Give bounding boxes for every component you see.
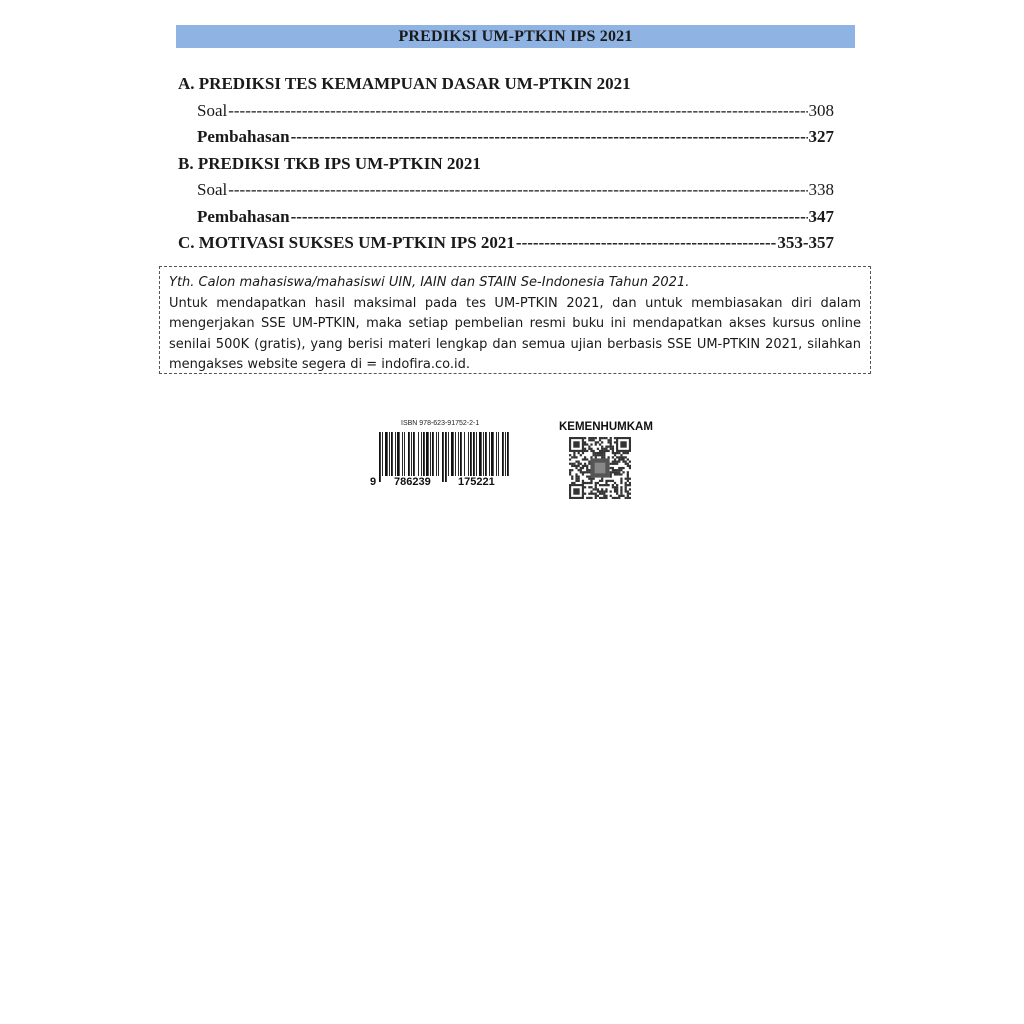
toc-leader-dots (228, 177, 807, 204)
page-title: PREDIKSI UM-PTKIN IPS 2021 (398, 28, 633, 45)
toc-entry-label: Pembahasan (197, 127, 290, 146)
toc-section-b-pembahasan (178, 204, 834, 231)
toc-entry-label: Soal (197, 180, 228, 199)
toc-page-number: 327 (808, 127, 834, 146)
toc-leader-dots (291, 204, 808, 231)
kemenhumkam-qr (556, 420, 656, 504)
toc-section-c (178, 230, 834, 257)
barcode-icon (378, 432, 514, 482)
toc-page-number: 338 (808, 180, 834, 199)
toc-page-number: 353-357 (777, 233, 834, 252)
toc-section-b-soal (178, 177, 834, 204)
toc-section-b-title: B. PREDIKSI TKB IPS UM-PTKIN 2021 (178, 153, 481, 173)
toc-section-a-heading (178, 71, 834, 98)
toc-leader-dots (291, 124, 808, 151)
toc-section-a-soal (178, 98, 834, 125)
toc-section-a-pembahasan (178, 124, 834, 151)
toc-page-number: 308 (808, 100, 834, 120)
notice-body: Untuk mendapatkan hasil maksimal pada tes UM-PTKIN 2021, dan untuk membiasakan diri dalam mengerjakan SSE UM-PTKIN, maka setiap pembelian resmi buku ini mendapatkan akses kursus online senilai 500K (gratis), yang berisi materi lengkap dan semua ujian berbasis SSE UM-PTKIN 2021, silahkan mengakses website segera di = indofira.co.id. (169, 295, 861, 372)
notice-greeting: Yth. Calon mahasiswa/mahasiswi UIN, IAIN dan STAIN Se-Indonesia Tahun 2021. (169, 275, 690, 290)
online-course-notice (159, 266, 871, 374)
qr-caption: KEMENHUMKAM (559, 421, 653, 433)
table-of-contents (178, 71, 834, 257)
isbn-barcode (370, 418, 520, 498)
qr-code-icon (569, 437, 631, 499)
toc-section-a-title: A. PREDIKSI TES KEMAMPUAN DASAR UM-PTKIN 2021 (178, 74, 631, 93)
barcode-digit-group-2: 175221 (458, 476, 495, 488)
toc-entry-label: Pembahasan (197, 206, 290, 226)
toc-entry-label: Soal (197, 100, 228, 120)
isbn-label: ISBN 978-623-91752-2-1 (401, 420, 480, 427)
page-header-bar (176, 25, 855, 48)
toc-section-c-title: C. MOTIVASI SUKSES UM-PTKIN IPS 2021 (178, 233, 515, 252)
barcode-digit-lead: 9 (370, 476, 377, 488)
toc-page-number: 347 (808, 206, 834, 226)
barcode-digit-group-1: 786239 (394, 476, 431, 488)
toc-section-b-heading (178, 151, 834, 178)
toc-leader-dots (516, 230, 776, 257)
toc-leader-dots (228, 98, 807, 125)
